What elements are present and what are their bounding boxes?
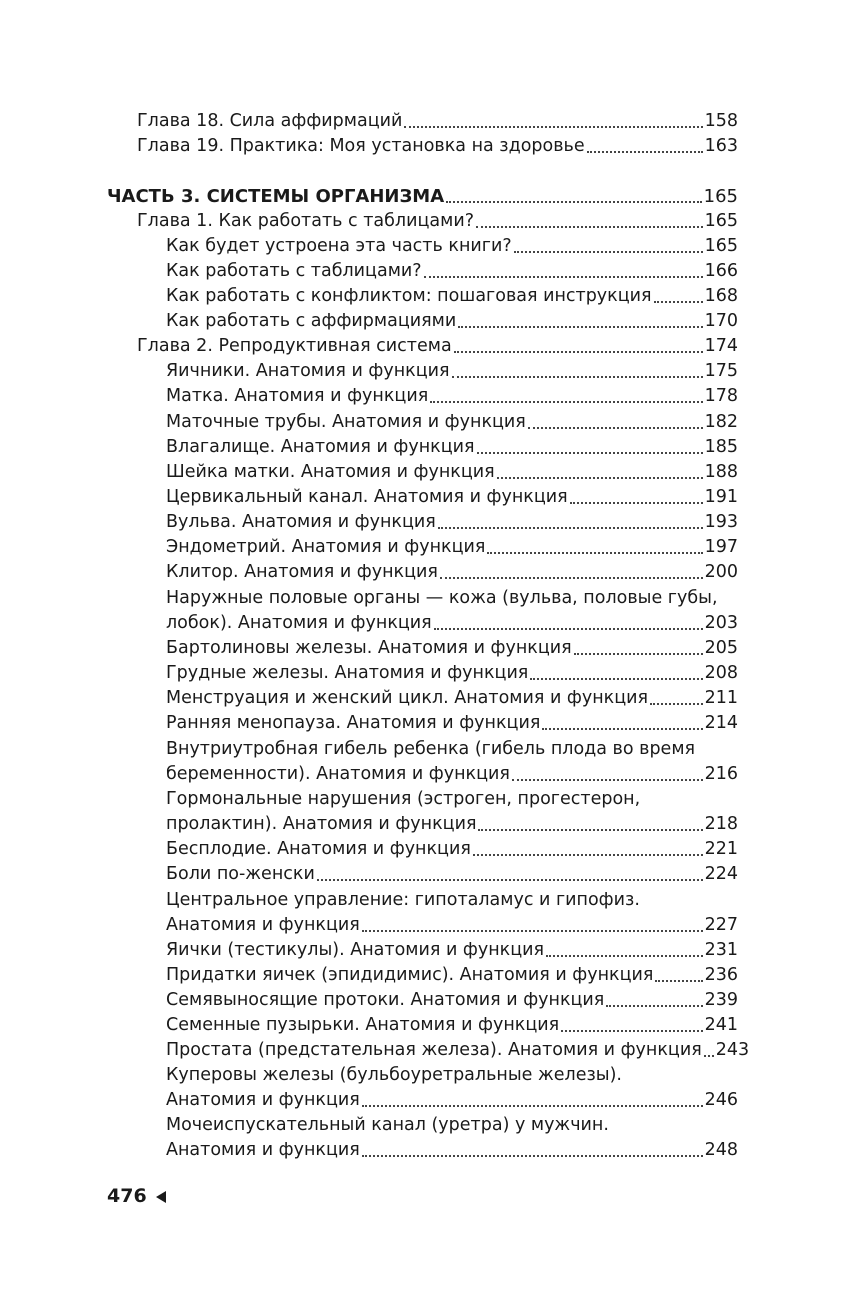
toc-entry[interactable] (137, 209, 738, 234)
toc-entry-page: 185 (704, 437, 738, 457)
dot-leader (478, 829, 702, 831)
dot-leader (530, 678, 702, 680)
toc-entry-page: 248 (704, 1140, 738, 1160)
toc-entry-page: 218 (704, 814, 738, 834)
dot-leader (512, 779, 703, 781)
toc-entry-page: 221 (704, 839, 738, 859)
dot-leader (362, 1105, 703, 1107)
toc-entry-page: 214 (704, 713, 738, 733)
toc-entry-page: 243 (715, 1040, 750, 1060)
toc-entry[interactable] (166, 234, 738, 259)
toc-entry-page: 197 (704, 537, 738, 557)
toc-entry-title: Простата (предстательная железа). Анатомия и функция (166, 1040, 702, 1060)
dot-leader (650, 703, 703, 705)
toc-entry-title-line: Гормональные нарушения (эстроген, прогестерон, (166, 789, 641, 809)
toc-entry-title: Семенные пузырьки. Анатомия и функция (166, 1015, 560, 1035)
toc-entry-page: 205 (704, 638, 738, 658)
toc-entry-title: беременности). Анатомия и функция (166, 764, 510, 784)
dot-leader (542, 728, 702, 730)
toc-entry-title: Как работать с аффирмациями (166, 311, 457, 331)
toc-entry[interactable] (166, 762, 738, 787)
toc-entry[interactable] (166, 485, 738, 510)
dot-leader (438, 527, 703, 529)
toc-entry[interactable] (166, 259, 738, 284)
toc-entry-page: 191 (704, 487, 738, 507)
toc-entry-title: Матка. Анатомия и функция (166, 386, 429, 406)
toc-entry[interactable] (166, 988, 738, 1013)
toc-entry[interactable] (166, 913, 738, 938)
toc-entry-title: Как будет устроена эта часть книги? (166, 236, 512, 256)
toc-entry-title: Яичники. Анатомия и функция (166, 361, 450, 381)
toc-entry-page: 224 (704, 864, 738, 884)
toc-entry-page: 178 (704, 386, 738, 406)
toc-entry[interactable] (166, 938, 738, 963)
toc-entry-page: 158 (704, 111, 738, 131)
toc-entry[interactable] (166, 711, 738, 736)
toc-part-heading[interactable] (107, 184, 738, 209)
toc-entry-page: 236 (704, 965, 738, 985)
toc-entry-page: 203 (704, 613, 738, 633)
dot-leader (430, 401, 702, 403)
toc-entry[interactable] (166, 410, 738, 435)
toc-entry-title: лобок). Анатомия и функция (166, 613, 432, 633)
toc-entry-title: Глава 1. Как работать с таблицами? (137, 211, 474, 231)
toc-entry-title-line: Куперовы железы (бульбоуретральные железы). (166, 1065, 622, 1085)
toc-entry-title-line: Центральное управление: гипоталамус и гипофиз. (166, 890, 640, 910)
toc-entry[interactable] (166, 1138, 738, 1163)
toc-entry-page: 231 (704, 940, 738, 960)
toc-entry-title: Бесплодие. Анатомия и функция (166, 839, 471, 859)
dot-leader (654, 301, 703, 303)
toc-entry-title: Боли по-женски (166, 864, 315, 884)
toc-entry[interactable] (166, 284, 738, 309)
toc-entry-title: Маточные трубы. Анатомия и функция (166, 412, 526, 432)
toc-entry-page: 175 (704, 361, 738, 381)
toc-entry-page: 241 (704, 1015, 738, 1035)
dot-leader (458, 326, 702, 328)
dot-leader (317, 879, 703, 881)
dot-leader (362, 1155, 703, 1157)
dot-leader (570, 502, 703, 504)
toc-entry-title-line: Внутриутробная гибель ребенка (гибель плода во время (166, 739, 696, 759)
dot-leader (440, 577, 703, 579)
toc-entry[interactable] (166, 661, 738, 686)
toc-entry-page: 182 (704, 412, 738, 432)
toc-entry[interactable] (166, 686, 738, 711)
dot-leader (424, 276, 703, 278)
toc-entry[interactable] (166, 1038, 750, 1063)
dot-leader (473, 854, 703, 856)
toc-entry-title: Бартолиновы железы. Анатомия и функция (166, 638, 572, 658)
toc-entry-page: 211 (704, 688, 738, 708)
toc-entry-page: 165 (703, 186, 738, 207)
toc-entry-title: Анатомия и функция (166, 1090, 360, 1110)
toc-entry-title: Придатки яичек (эпидидимис). Анатомия и функция (166, 965, 654, 985)
toc-entry[interactable] (166, 611, 738, 636)
toc-entry-page: 166 (704, 261, 738, 281)
toc-entry[interactable] (166, 1013, 738, 1038)
toc-entry[interactable] (166, 812, 738, 837)
toc-entry[interactable] (166, 510, 738, 535)
toc-entry-title: Глава 2. Репродуктивная система (137, 336, 452, 356)
toc-entry-page: 239 (704, 990, 738, 1010)
toc-entry-title: Клитор. Анатомия и функция (166, 562, 438, 582)
toc-entry-title: Влагалище. Анатомия и функция (166, 437, 475, 457)
dot-leader (476, 226, 703, 228)
toc-entry-title: Вульва. Анатомия и функция (166, 512, 436, 532)
toc-entry-page: 200 (704, 562, 738, 582)
toc-entry-title: Анатомия и функция (166, 1140, 360, 1160)
toc-entry[interactable] (166, 560, 738, 585)
toc-entry-page: 246 (704, 1090, 738, 1110)
toc-entry-page: 193 (704, 512, 738, 532)
toc-entry-title: Семявыносящие протоки. Анатомия и функция (166, 990, 605, 1010)
page-footer (107, 1184, 166, 1209)
toc-entry[interactable] (166, 435, 738, 460)
toc-entry-title-line: Мочеиспускательный канал (уретра) у мужчин. (166, 1115, 609, 1135)
toc-entry-title: Ранняя менопауза. Анатомия и функция (166, 713, 541, 733)
dot-leader (587, 151, 703, 153)
toc-entry-page: 168 (704, 286, 738, 306)
toc-entry[interactable] (166, 636, 738, 661)
toc-entry-page: 208 (704, 663, 738, 683)
dot-leader (546, 955, 703, 957)
toc-entry-page: 170 (704, 311, 738, 331)
dot-leader (561, 1030, 702, 1032)
dot-leader (452, 376, 703, 378)
toc-entry-page: 165 (704, 236, 738, 256)
toc-entry[interactable] (166, 535, 738, 560)
toc-entry[interactable] (166, 384, 738, 409)
dot-leader (434, 628, 703, 630)
toc-entry-title: Цервикальный канал. Анатомия и функция (166, 487, 568, 507)
toc-entry[interactable] (166, 837, 738, 862)
dot-leader (574, 653, 703, 655)
toc-entry-page: 216 (704, 764, 738, 784)
toc-entry[interactable] (166, 460, 738, 485)
toc-entry-title: пролактин). Анатомия и функция (166, 814, 477, 834)
toc-entry-page: 165 (704, 211, 738, 231)
toc-entry[interactable] (166, 359, 738, 384)
dot-leader (487, 552, 702, 554)
dot-leader (454, 351, 703, 353)
page-number: 476 (107, 1185, 147, 1207)
toc-entry-title: Менструация и женский цикл. Анатомия и функция (166, 688, 649, 708)
toc-entry-title: Как работать с конфликтом: пошаговая инструкция (166, 286, 652, 306)
dot-leader (362, 930, 703, 932)
dot-leader (606, 1005, 702, 1007)
dot-leader (404, 126, 702, 128)
toc-entry-title: ЧАСТЬ 3. СИСТЕМЫ ОРГАНИЗМА (107, 186, 445, 207)
toc-entry[interactable] (166, 1088, 738, 1113)
toc-entry[interactable] (137, 334, 738, 359)
toc-entry-title: Глава 18. Сила аффирмаций (137, 111, 403, 131)
toc-entry-page: 188 (704, 462, 738, 482)
toc-entry-page: 174 (704, 336, 738, 356)
toc-entry[interactable] (166, 963, 738, 988)
dot-leader (514, 251, 703, 253)
dot-leader (477, 452, 703, 454)
toc-entry[interactable] (166, 309, 738, 334)
dot-leader (446, 201, 702, 203)
toc-entry-page: 227 (704, 915, 738, 935)
toc-entry[interactable] (166, 862, 738, 887)
toc-entry[interactable] (137, 134, 738, 159)
dot-leader (704, 1055, 714, 1057)
toc-entry-title: Анатомия и функция (166, 915, 360, 935)
toc-entry[interactable] (137, 109, 738, 134)
toc-entry-title: Грудные железы. Анатомия и функция (166, 663, 529, 683)
dot-leader (655, 980, 702, 982)
left-triangle-icon (156, 1191, 166, 1203)
toc-entry-title: Эндометрий. Анатомия и функция (166, 537, 486, 557)
toc-entry-title: Как работать с таблицами? (166, 261, 422, 281)
toc-entry-title: Яички (тестикулы). Анатомия и функция (166, 940, 545, 960)
toc-entry-page: 163 (704, 136, 738, 156)
dot-leader (497, 477, 703, 479)
toc-entry-title: Шейка матки. Анатомия и функция (166, 462, 495, 482)
dot-leader (528, 427, 703, 429)
toc-entry-title: Глава 19. Практика: Моя установка на здоровье (137, 136, 585, 156)
toc-entry-title-line: Наружные половые органы — кожа (вульва, половые губы, (166, 588, 718, 608)
